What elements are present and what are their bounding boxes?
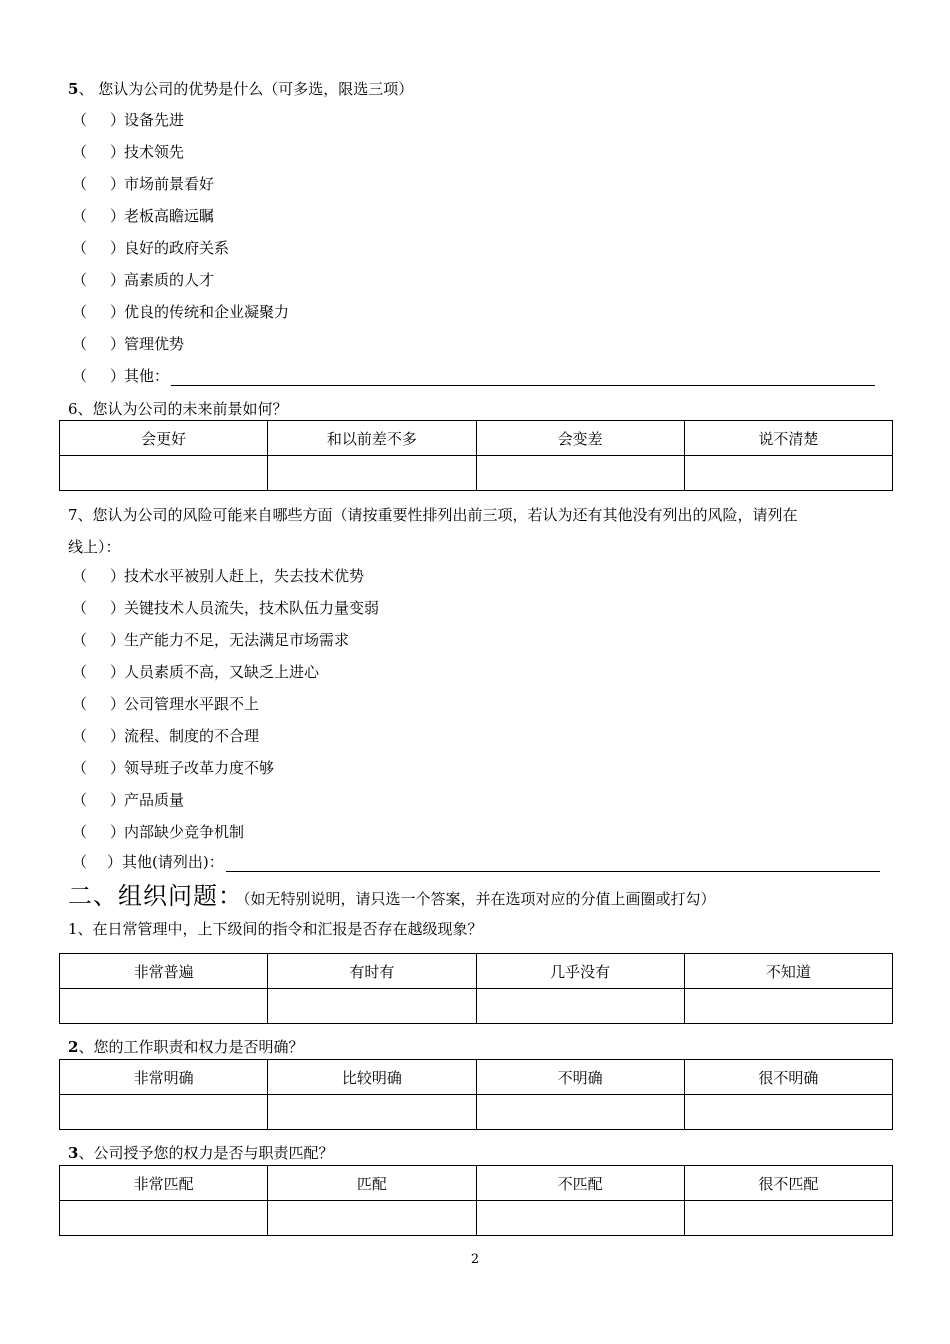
q7-option-label: 技术水平被别人赶上，失去技术优势 <box>124 567 365 585</box>
q5-option-label: 老板高瞻远瞩 <box>124 207 215 225</box>
q5-option-label: 技术领先 <box>124 143 185 161</box>
q7-other-input-line[interactable] <box>226 857 880 872</box>
q7-option <box>72 662 319 682</box>
q6-answer-cell[interactable] <box>684 456 892 491</box>
q7-option-label: 领导班子改革力度不够 <box>124 759 275 777</box>
q5-option <box>72 174 214 194</box>
s2q3-title <box>68 1142 333 1163</box>
q7-option <box>72 566 364 586</box>
s2q1-col-header: 几乎没有 <box>476 954 684 989</box>
paren-close: ） <box>110 335 126 353</box>
q5-option <box>72 142 184 162</box>
s2q2-col-header: 非常明确 <box>60 1060 268 1095</box>
paren-close: ） <box>110 367 126 385</box>
paren-open[interactable]: （ <box>72 791 88 809</box>
paren-open[interactable]: （ <box>72 695 88 713</box>
paren-open[interactable]: （ <box>72 631 88 649</box>
q5-option <box>72 270 214 290</box>
s2q3-col-header: 匹配 <box>268 1166 476 1201</box>
q5-option <box>72 302 289 322</box>
q7-option <box>72 758 274 778</box>
s2q2-col-header: 不明确 <box>476 1060 684 1095</box>
q6-answer-cell[interactable] <box>476 456 684 491</box>
s2q1-title: 1、在日常管理中，上下级间的指令和汇报是否存在越级现象？ <box>68 920 483 938</box>
q5-text: 、 您认为公司的优势是什么（可多选，限选三项） <box>78 80 414 98</box>
paren-open[interactable]: （ <box>72 207 88 225</box>
section2-heading <box>68 876 716 911</box>
q5-option-label: 高素质的人才 <box>124 271 215 289</box>
paren-close: ） <box>110 207 126 225</box>
q7-option-label: 关键技术人员流失，技术队伍力量变弱 <box>124 599 380 617</box>
q5-number: 5 <box>68 80 79 98</box>
paren-open[interactable]: （ <box>72 727 88 745</box>
q7-option-label: 人员素质不高，又缺乏上进心 <box>124 663 320 681</box>
q6-answer-cell[interactable] <box>268 456 476 491</box>
q7-option-label: 公司管理水平跟不上 <box>124 695 260 713</box>
paren-close: ） <box>110 727 126 745</box>
q5-option <box>72 110 184 130</box>
paren-open[interactable]: （ <box>72 367 88 385</box>
s2q1-answer-table <box>59 953 893 1024</box>
paren-close: ） <box>110 695 126 713</box>
q6-col-header: 和以前差不多 <box>268 421 476 456</box>
q7-option <box>72 598 379 618</box>
paren-open[interactable]: （ <box>72 823 88 841</box>
q7-option <box>72 726 259 746</box>
q7-title-line1: 7、您认为公司的风险可能来自哪些方面（请按重要性排列出前三项，若认为还有其他没有列出的风险，请列在 <box>68 506 798 524</box>
s2q2-text: 、您的工作职责和权力是否明确？ <box>78 1038 304 1056</box>
paren-open[interactable]: （ <box>72 759 88 777</box>
s2q1-answer-cell[interactable] <box>268 989 476 1024</box>
s2q1-col-header: 有时有 <box>268 954 476 989</box>
q7-other-label: ）其他(请列出)： <box>107 853 224 871</box>
paren-close: ） <box>110 143 126 161</box>
s2q3-col-header: 非常匹配 <box>60 1166 268 1201</box>
paren-open[interactable]: （ <box>72 567 88 585</box>
s2q3-col-header: 很不匹配 <box>684 1166 892 1201</box>
paren-close: ） <box>110 823 126 841</box>
q5-option-label: 良好的政府关系 <box>124 239 230 257</box>
s2q2-answer-cell[interactable] <box>684 1095 892 1130</box>
paren-open[interactable]: （ <box>72 239 88 257</box>
page-number: 2 <box>470 1252 480 1267</box>
paren-close: ） <box>110 239 126 257</box>
paren-open: （ <box>72 853 88 871</box>
s2q3-answer-table <box>59 1165 893 1236</box>
q6-answer-table <box>59 420 893 491</box>
s2q3-col-header: 不匹配 <box>476 1166 684 1201</box>
q7-option <box>72 790 184 810</box>
q7-option-label: 产品质量 <box>124 791 185 809</box>
s2q3-answer-cell[interactable] <box>60 1201 268 1236</box>
s2q2-answer-cell[interactable] <box>476 1095 684 1130</box>
s2q3-answer-cell[interactable] <box>268 1201 476 1236</box>
s2q2-title <box>68 1036 303 1057</box>
q5-option-label: 其他： <box>124 367 170 385</box>
q5-option-label: 管理优势 <box>124 335 185 353</box>
s2q1-col-header: 非常普遍 <box>60 954 268 989</box>
paren-close: ） <box>110 759 126 777</box>
q5-title <box>68 78 413 99</box>
s2q1-answer-cell[interactable] <box>476 989 684 1024</box>
q7-option <box>72 822 244 842</box>
q6-title: 6、您认为公司的未来前景如何？ <box>68 400 288 418</box>
paren-open[interactable]: （ <box>72 599 88 617</box>
s2q1-answer-cell[interactable] <box>684 989 892 1024</box>
q5-option-label: 优良的传统和企业凝聚力 <box>124 303 290 321</box>
paren-close: ） <box>110 567 126 585</box>
s2q1-answer-cell[interactable] <box>60 989 268 1024</box>
q5-option-label: 市场前景看好 <box>124 175 215 193</box>
q7-option-label: 流程、制度的不合理 <box>124 727 260 745</box>
q5-option <box>72 366 875 386</box>
q7-other-option <box>72 852 880 872</box>
q6-col-header: 会变差 <box>476 421 684 456</box>
paren-close: ） <box>110 599 126 617</box>
s2q3-number: 3 <box>68 1144 79 1162</box>
paren-open[interactable]: （ <box>72 663 88 681</box>
paren-open[interactable]: （ <box>72 143 88 161</box>
paren-close: ） <box>110 175 126 193</box>
paren-close: ） <box>110 271 126 289</box>
q5-option <box>72 334 184 354</box>
paren-open[interactable]: （ <box>72 271 88 289</box>
paren-close: ） <box>110 791 126 809</box>
q6-answer-cell[interactable] <box>60 456 268 491</box>
q6-col-header: 说不清楚 <box>684 421 892 456</box>
q5-option <box>72 206 214 226</box>
paren-close: ） <box>110 303 126 321</box>
s2q3-text: 、公司授予您的权力是否与职责匹配？ <box>78 1144 334 1162</box>
section2-note: （如无特别说明，请只选一个答案，并在选项对应的分值上画圈或打勾） <box>243 890 716 908</box>
q7-option <box>72 694 259 714</box>
paren-close: ） <box>110 631 126 649</box>
paren-open[interactable]: （ <box>72 111 88 129</box>
q7-option-label: 内部缺少竞争机制 <box>124 823 245 841</box>
q5-option-label: 设备先进 <box>124 111 185 129</box>
paren-close: ） <box>110 663 126 681</box>
s2q2-answer-table <box>59 1059 893 1130</box>
paren-open[interactable]: （ <box>72 303 88 321</box>
paren-open[interactable]: （ <box>72 335 88 353</box>
s2q2-answer-cell[interactable] <box>268 1095 476 1130</box>
q5-other-input-line[interactable] <box>171 371 875 386</box>
s2q2-number: 2 <box>68 1038 79 1056</box>
s2q3-answer-cell[interactable] <box>684 1201 892 1236</box>
paren-close: ） <box>110 111 126 129</box>
s2q3-answer-cell[interactable] <box>476 1201 684 1236</box>
q6-col-header: 会更好 <box>60 421 268 456</box>
q7-option <box>72 630 349 650</box>
q5-option <box>72 238 229 258</box>
s2q2-col-header: 比较明确 <box>268 1060 476 1095</box>
s2q2-answer-cell[interactable] <box>60 1095 268 1130</box>
q7-option-label: 生产能力不足，无法满足市场需求 <box>124 631 350 649</box>
q7-title-line2: 线上）： <box>68 538 121 556</box>
paren-open[interactable]: （ <box>72 175 88 193</box>
s2q1-col-header: 不知道 <box>684 954 892 989</box>
s2q2-col-header: 很不明确 <box>684 1060 892 1095</box>
section2-title: 二、组织问题： <box>68 882 243 910</box>
